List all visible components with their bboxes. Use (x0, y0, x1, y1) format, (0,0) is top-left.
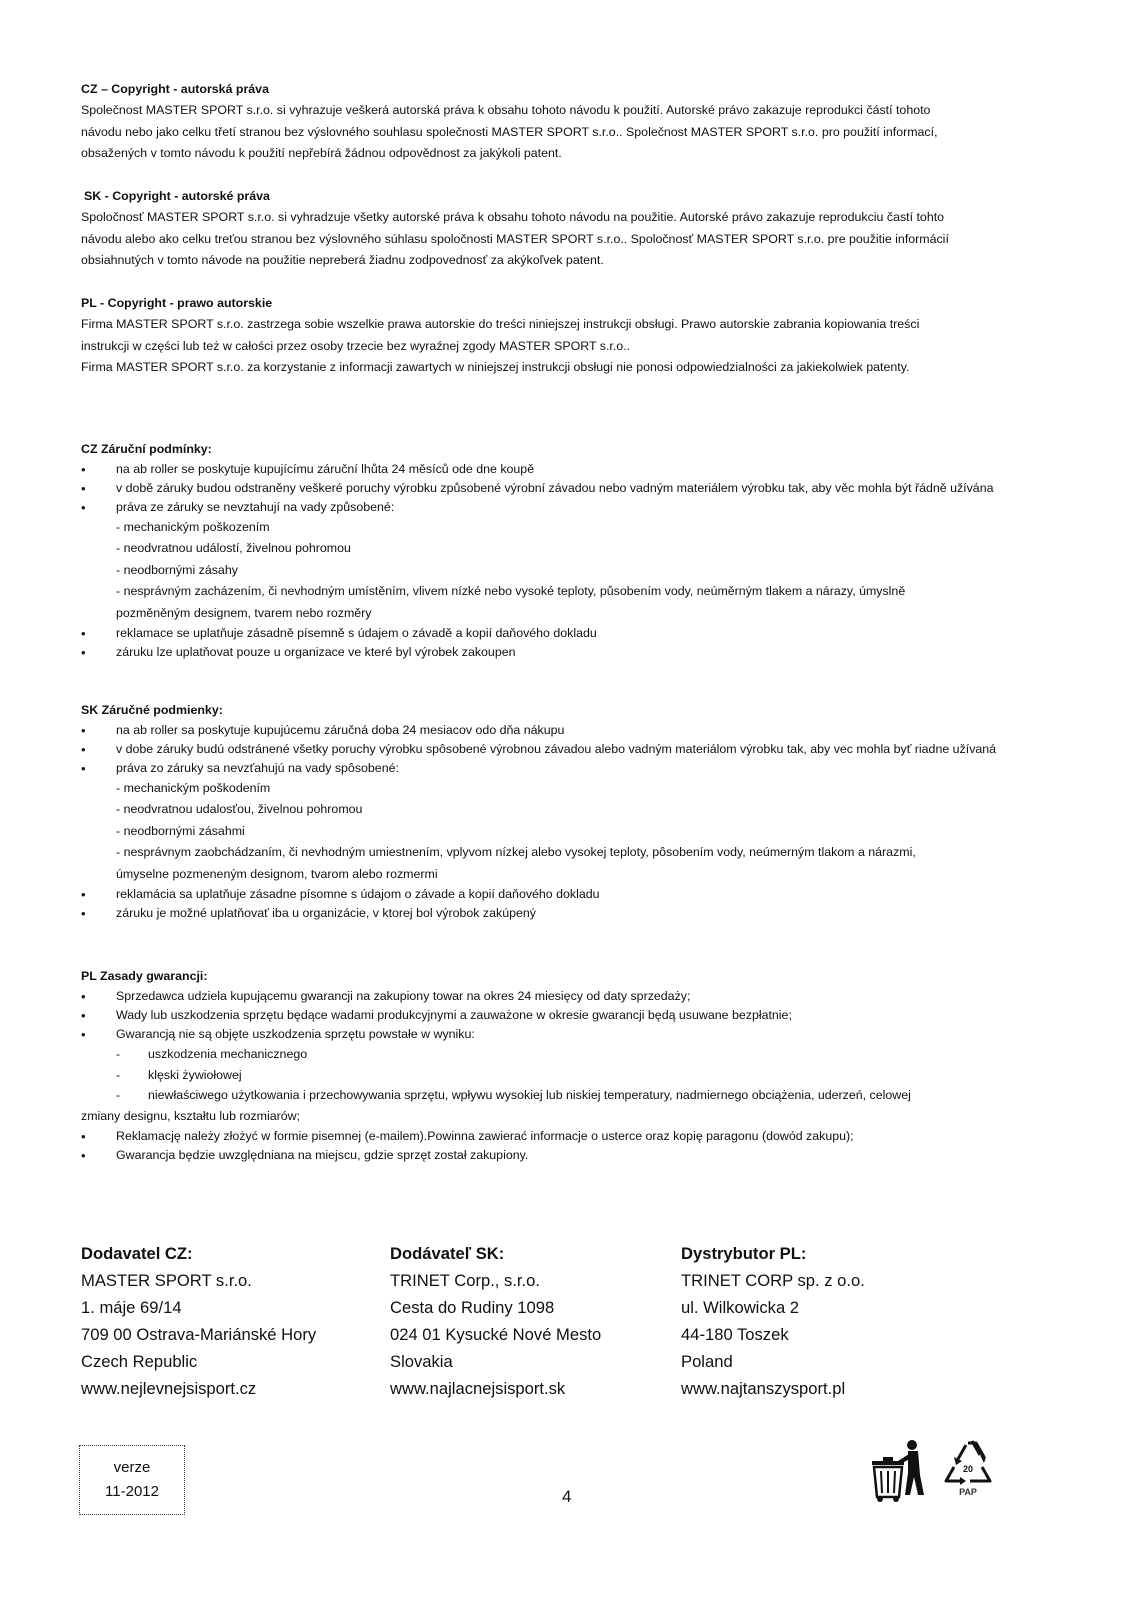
copyright-sk-line: Spoločnosť MASTER SPORT s.r.o. si vyhradzuje všetky autorské práva k obsahu tohoto návodu na použitie. Autorské právo zakazuje reprodukciu častí tohto (81, 210, 945, 225)
list-item: • reklamácia sa uplatňuje zásadne písomne s údajom o závade a kopií daňového dokladu (81, 885, 1051, 904)
warranty-pl-title: PL Zasady gwarancji: (81, 969, 208, 983)
recycle-icon (946, 1441, 990, 1497)
warranty-cz-title: CZ Záruční podmínky: (81, 442, 212, 456)
supplier-website: www.najtanszysport.pl (681, 1379, 846, 1398)
list-item: • na ab roller se poskytuje kupujícímu záruční lhůta 24 měsíců ode dne koupě (81, 460, 1051, 479)
warranty-cz (81, 439, 1051, 662)
supplier-title: Dodavatel CZ: (81, 1244, 193, 1263)
list-item: • Reklamację należy złożyć w formie pisemnej (e-mailem).Powinna zawierać informacje o usterce oraz kopię paragonu (dowód zakupu); (81, 1127, 1051, 1146)
copyright-cz (81, 79, 1051, 165)
supplier-line: TRINET Corp., s.r.o. (390, 1271, 540, 1290)
sub-item: - neodvratnou událostí, živelnou pohromou (116, 541, 351, 556)
supplier-website: www.nejlevnejsisport.cz (81, 1379, 257, 1398)
dash: - (116, 1088, 121, 1102)
sub-item: - nesprávnym zaobchádzaním, či nevhodným umiestnením, vplyvom nízkej alebo vysokej teploty, pôsobením vody, neúmerným tlakom a nárazmi, (116, 845, 916, 860)
sub-item: - mechanickým poškozením (116, 520, 270, 534)
copyright-pl-line: instrukcji w części lub też w całości przez osoby trzecie bez wyraźnej zgody MASTER SPORT s.r.o.. (81, 338, 631, 353)
recycle-code: PAP (959, 1487, 977, 1497)
supplier-line: TRINET CORP sp. z o.o. (681, 1271, 865, 1290)
warranty-sk-title: SK Záručné podmienky: (81, 703, 223, 717)
list-item: • Wady lub uszkodzenia sprzętu będące wadami produkcyjnymi a zauważone w okresie gwarancji będą usuwane bezpłatnie; (81, 1006, 1051, 1025)
list-item: • záruku je možné uplatňovať iba u organizácie, v ktorej bol výrobok zakúpený (81, 904, 1051, 923)
supplier-sk (390, 1240, 601, 1402)
supplier-line: 44-180 Toszek (681, 1325, 789, 1344)
list-item: • v době záruky budou odstraněny veškeré poruchy výrobku způsobené výrobní závadou nebo vadným materiálem výrobku tak, aby věc mohla být řádně užívána (81, 479, 1051, 498)
version-label: verze (113, 1459, 151, 1476)
sub-item: úmyselne pozmeneným designom, tvarom alebo rozmermi (116, 866, 438, 881)
list-item: • záruku lze uplatňovat pouze u organizace ve které byl výrobek zakoupen (81, 643, 1051, 662)
sub-item-text: klęski żywiołowej (148, 1067, 242, 1082)
supplier-line: Czech Republic (81, 1352, 198, 1371)
supplier-line: Cesta do Rudiny 1098 (390, 1298, 555, 1317)
list-item: • Gwarancja będzie uwzględniana na miejscu, gdzie sprzęt został zakupiony. (81, 1146, 1051, 1165)
dash: - (116, 1047, 121, 1061)
dash: - (116, 1067, 121, 1082)
supplier-line: 024 01 Kysucké Nové Mesto (390, 1325, 602, 1344)
footer-icons-svg (868, 1435, 1028, 1507)
copyright-sk-line: obsiahnutých v tomto návode na použitie nepreberá žiadnu zodpovednosť za akýkoľvek patent. (81, 253, 604, 268)
sub-item-continued: zmiany designu, kształtu lub rozmiarów; (81, 1108, 300, 1123)
supplier-line: Poland (681, 1352, 733, 1371)
list-item: • Gwarancją nie są objęte uszkodzenia sprzętu powstałe w wyniku: (81, 1025, 1051, 1044)
warranty-sk-list (81, 721, 1051, 778)
page-number: 4 (562, 1487, 572, 1506)
warranty-sk (81, 700, 1051, 923)
version-box (79, 1445, 185, 1515)
sub-item: pozměněným designem, tvarem nebo rozměry (116, 605, 372, 620)
warranty-pl (81, 966, 1051, 1165)
list-item (81, 498, 1051, 517)
list-item: • v dobe záruky budú odstránené všetky poruchy výrobku spôsobené výrobnou závadou alebo vadným materiálom výrobku tak, aby vec mohla byť riadne užívaná (81, 740, 1051, 759)
sub-item: - mechanickým poškodením (116, 781, 271, 795)
list-item: • práva zo záruky sa nevzťahujú na vady spôsobené: (81, 759, 1051, 778)
sub-item-text: niewłaściwego użytkowania i przechowywania sprzętu, wpływu wysokiej lub niskiej temperatury, nadmiernego obciążenia, uderzeń, celowej (148, 1088, 911, 1102)
supplier-title: Dodávateľ SK: (390, 1244, 505, 1263)
warranty-pl-list (81, 987, 1051, 1044)
sub-item (81, 1085, 1051, 1106)
supplier-title: Dystrybutor PL: (681, 1244, 807, 1263)
sub-item (81, 1065, 1051, 1086)
sub-item: - neodvratnou udalosťou, živelnou pohromou (116, 802, 363, 817)
copyright-pl-line: Firma MASTER SPORT s.r.o. za korzystanie z informacji zawartych w niniejszej instrukcji obsługi nie ponosi odpowiedzialności za jakiekolwiek patenty. (81, 360, 910, 375)
warranty-cz-list-2 (81, 624, 1051, 662)
supplier-website: www.najlacnejsisport.sk (390, 1379, 566, 1398)
warranty-sk-list-2 (81, 885, 1051, 923)
supplier-line: MASTER SPORT s.r.o. (81, 1271, 252, 1290)
copyright-sk-title: SK - Copyright - autorské práva (84, 189, 270, 203)
list-item: • Sprzedawca udziela kupującemu gwarancji na zakupiony towar na okres 24 miesięcy od daty sprzedaży; (81, 987, 1051, 1006)
copyright-sk-line: návodu alebo ako celku treťou stranou bez výslovného súhlasu spoločnosti MASTER SPORT s.r.o.. Spoločnosť MASTER SPORT s.r.o. pre použitie informácií (81, 231, 949, 246)
sub-item: - nesprávným zacházením, či nevhodným umístěním, vlivem nízké nebo vysoké teploty, působením vody, neúměrným tlakem a nárazy, úmyslně (116, 584, 906, 599)
list-item: • reklamace se uplatňuje zásadně písemně s údajem o závadě a kopií daňového dokladu (81, 624, 1051, 643)
copyright-cz-line: Společnost MASTER SPORT s.r.o. si vyhrazuje veškerá autorská práva k obsahu tohoto návodu k použití. Autorské právo zakazuje reprodukci částí tohoto (81, 103, 931, 118)
sub-item (81, 1044, 1051, 1065)
recycle-number: 20 (962, 1464, 974, 1474)
copyright-cz-line: návodu nebo jako celku třetí stranou bez výslovného souhlasu společnosti MASTER SPORT s.r.o.. Společnost MASTER SPORT s.r.o. pro použití informací, (81, 124, 938, 139)
supplier-pl (681, 1240, 865, 1402)
copyright-pl-title: PL - Copyright - prawo autorskie (81, 296, 273, 310)
sub-item-text: uszkodzenia mechanicznego (148, 1047, 308, 1061)
warranty-pl-list-2 (81, 1127, 1051, 1165)
version-date: 11-2012 (105, 1483, 159, 1500)
warranty-cz-list (81, 460, 1051, 517)
footer-icons (868, 1435, 1028, 1512)
copyright-sk (81, 186, 1051, 272)
sub-item: - neodbornými zásahmi (116, 823, 245, 838)
supplier-cz (81, 1240, 316, 1402)
list-item: • na ab roller sa poskytuje kupujúcemu záručná doba 24 mesiacov odo dňa nákupu (81, 721, 1051, 740)
copyright-cz-line: obsažených v tomto návodu k použití nepřebírá žádnou odpovědnost za jakýkoli patent. (81, 146, 562, 161)
supplier-line: 1. máje 69/14 (81, 1298, 182, 1317)
copyright-cz-title: CZ – Copyright - autorská práva (81, 82, 269, 96)
sub-item: - neodbornými zásahy (116, 562, 238, 577)
trash-bin-icon (872, 1440, 924, 1502)
supplier-line: ul. Wilkowicka 2 (681, 1298, 800, 1317)
supplier-line: Slovakia (390, 1352, 453, 1371)
copyright-pl-line: Firma MASTER SPORT s.r.o. zastrzega sobie wszelkie prawa autorskie do treści niniejszej instrukcji obsługi. Prawo autorskie zabrania kopiowania treści (81, 317, 920, 332)
supplier-line: 709 00 Ostrava-Mariánské Hory (81, 1325, 317, 1344)
list-item-text: práva ze záruky se nevztahují na vady způsobené: (116, 500, 395, 514)
copyright-pl (81, 293, 1051, 379)
